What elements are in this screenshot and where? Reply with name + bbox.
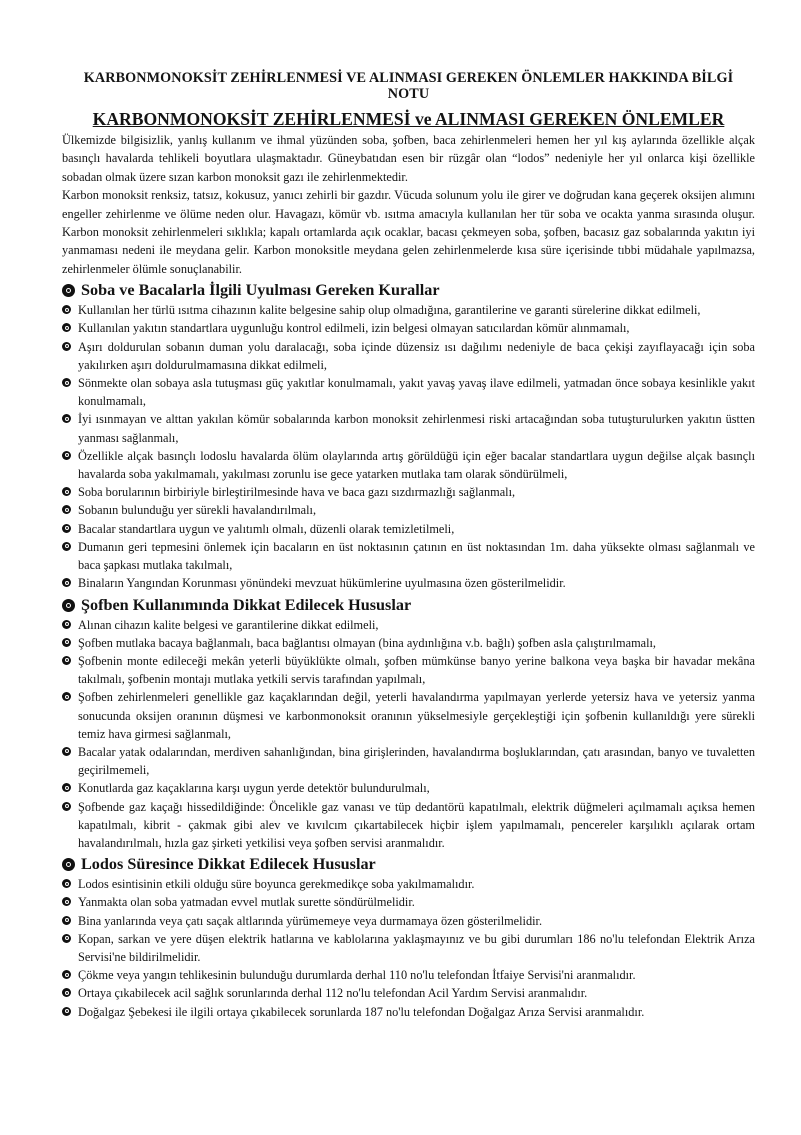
bullet-icon: [62, 342, 71, 351]
list-item-text: Sönmekte olan sobaya asla tutuşması güç yakıtlar konulmamalı, yakıt yavaş yavaş ilave edilmeli, yatmadan önce sobaya kesinlikle yakıt konulmamalı,: [78, 376, 755, 409]
list-item: [62, 688, 755, 743]
list-item-text: Doğalgaz Şebekesi ile ilgili ortaya çıkabilecek sorunlarda 187 no'lu telefondan Doğalgaz Arıza Servisi aranmalıdır.: [78, 1004, 645, 1019]
bullet-icon: [62, 916, 71, 925]
list-item-text: Bina yanlarında veya çatı saçak altlarında yürümemeye veya durmamaya özen gösterilmelidir.: [78, 913, 543, 928]
list-item-text: Kullanılan her türlü ısıtma cihazının kalite belgesine sahip olup olmadığına, garantilerine ve garanti sürelerine dikkat edilmeli,: [78, 303, 701, 318]
section-title-text: Lodos Süresince Dikkat Edilecek Hususlar: [81, 855, 376, 874]
list-item: [62, 447, 755, 483]
list-item: [62, 893, 755, 911]
list-item-text: Bacalar yatak odalarından, merdiven sahanlığından, bina girişlerinden, havalandırma boşluklarından, çatı arasından, banyo ve tuvaletten geçirilmemeli,: [78, 744, 755, 778]
list-item: [62, 501, 755, 519]
section-title-soba: [62, 281, 755, 300]
document-title: KARBONMONOKSİT ZEHİRLENMESİ VE ALINMASI GEREKEN ÖNLEMLER HAKKINDA BİLGİ NOTU: [83, 70, 734, 102]
list-item: [62, 652, 755, 688]
list-item-text: Yanmakta olan soba yatmadan evvel mutlak surette söndürülmelidir.: [78, 895, 415, 910]
bullet-icon: [62, 620, 71, 629]
list-item-text: Kullanılan yakıtın standartlara uygunluğu kontrol edilmeli, izin belgesi olmayan satıcılardan kömür alınmamalı,: [78, 321, 630, 336]
section-title-text: Şofben Kullanımında Dikkat Edilecek Hususlar: [81, 595, 412, 614]
bullet-icon: [62, 692, 71, 701]
bullet-icon: [62, 897, 71, 906]
section-list-lodos: [62, 875, 755, 1021]
bullet-icon: [62, 802, 71, 811]
list-item-text: Alınan cihazın kalite belgesi ve garantilerine dikkat edilmeli,: [78, 617, 379, 632]
bullet-icon: [62, 970, 71, 979]
list-item: [62, 875, 755, 893]
list-item-text: Şofben mutlaka bacaya bağlanmalı, baca bağlantısı olmayan (bina aydınlığına v.b. bağlı) şofben asla çalıştırılmamalı,: [78, 635, 656, 650]
list-item: [62, 966, 755, 984]
bullet-icon: [62, 783, 71, 792]
list-item-text: Ortaya çıkabilecek acil sağlık sorunlarında derhal 112 no'lu telefondan Acil Yardım Servisi aranmalıdır.: [78, 986, 588, 1001]
document-heading: KARBONMONOKSİT ZEHİRLENMESİ ve ALINMASI GEREKEN ÖNLEMLER: [92, 109, 725, 129]
bullet-icon: [62, 879, 71, 888]
list-item-text: Şofben zehirlenmeleri genellikle gaz kaçaklarından değil, yeterli havalandırma yapılmayan yerlerde yetersiz hava ve yetersiz yanma sonucunda oksijen oranının düşmesi ve karbonmonoksit oranının yükselmesiyle gerçekleştiği için şofbenin kullanıldığı yere sürekli temiz hava girmesi sağlanmalı,: [78, 690, 755, 741]
bullet-icon: [62, 578, 71, 587]
list-item-text: Sobanın bulunduğu yer sürekli havalandırılmalı,: [78, 503, 317, 518]
bullet-icon: [62, 505, 71, 514]
list-item-text: Binaların Yangından Korunması yönündeki mevzuat hükümlerine uyulmasına özen gösterilmelidir.: [78, 576, 566, 591]
bullet-icon: [62, 284, 75, 297]
list-item-text: Dumanın geri tepmesini önlemek için bacaların en üst noktasının çatının en üst noktasından 1m. daha yüksekte olması sağlanmalı ve baca şapkası mutlaka takılmalı,: [78, 539, 755, 573]
list-item: [62, 743, 755, 779]
section-title-text: Soba ve Bacalarla İlgili Uyulması Gereken Kurallar: [81, 281, 440, 300]
list-item-text: Şofbenin monte edileceği mekân yeterli büyüklükte olmalı, şofben mümkünse banyo yerine balkona veya başka bir havadar mekâna takılmalı, şofbenin montajı mutlaka yetkili servis tarafından yapılmalı,: [78, 653, 755, 687]
section-list-soba: [62, 301, 755, 592]
list-item: [62, 520, 755, 538]
bullet-icon: [62, 934, 71, 943]
list-item-text: Lodos esintisinin etkili olduğu süre boyunca gerekmedikçe soba yakılmamalıdır.: [78, 877, 475, 892]
list-item-text: Konutlarda gaz kaçaklarına karşı uygun yerde detektör bulundurulmalı,: [78, 781, 430, 796]
list-item: [62, 779, 755, 797]
bullet-icon: [62, 988, 71, 997]
bullet-icon: [62, 747, 71, 756]
list-item: [62, 984, 755, 1002]
section-title-lodos: [62, 855, 755, 874]
bullet-icon: [62, 524, 71, 533]
bullet-icon: [62, 638, 71, 647]
list-item: [62, 483, 755, 501]
list-item: [62, 301, 755, 319]
list-item: [62, 574, 755, 592]
list-item-text: İyi ısınmayan ve alttan yakılan kömür sobalarında karbon monoksit zehirlenmesi riski artacağından soba tutuşturulurken yakıtın üstten yanması sağlanmalı,: [78, 412, 755, 445]
bullet-icon: [62, 1007, 71, 1016]
list-item: [62, 1003, 755, 1021]
bullet-icon: [62, 323, 71, 332]
bullet-icon: [62, 656, 71, 665]
bullet-icon: [62, 451, 71, 460]
list-item: [62, 410, 755, 446]
bullet-icon: [62, 858, 75, 871]
bullet-icon: [62, 599, 75, 612]
list-item-text: Özellikle alçak basınçlı lodoslu havalarda ölüm olaylarında artış görüldüğü için eğer bacalar standartlara uygun değilse alçak basınçlı havalarda soba yakılmamalı, yakılması zorunlu ise gece yatarken mutlaka tam olarak söndürülmeli,: [78, 448, 755, 482]
section-title-sofben: [62, 596, 755, 615]
list-item: [62, 616, 755, 634]
list-item-text: Soba borularının birbiriyle birleştirilmesinde hava ve baca gazı sızdırmazlığı sağlanmalı,: [78, 485, 516, 500]
bullet-icon: [62, 305, 71, 314]
bullet-icon: [62, 378, 71, 387]
list-item: [62, 374, 755, 410]
bullet-icon: [62, 487, 71, 496]
list-item-text: Bacalar standartlara uygun ve yalıtımlı olmalı, düzenli olarak temizletilmeli,: [78, 521, 455, 536]
list-item: [62, 930, 755, 966]
list-item: [62, 538, 755, 574]
list-item: [62, 798, 755, 853]
bullet-icon: [62, 542, 71, 551]
list-item-text: Şofbende gaz kaçağı hissedildiğinde: Öncelikle gaz vanası ve tüp dedantörü kapatılmalı, elektrik düğmeleri açılmamalı açıksa hemen kapatılmalı, kibrit - çakmak gibi alev ve kıvılcım çıkartabilecek hiçbir işlem yapılmamalı, pencereler karşılıklı açılarak ortam havalandırılmalı, hızla gaz şirketi yetkilisi veya şofben servisi aranmalıdır.: [78, 799, 755, 850]
bullet-icon: [62, 414, 71, 423]
list-item: [62, 912, 755, 930]
list-item: [62, 338, 755, 374]
list-item-text: Kopan, sarkan ve yere düşen elektrik hatlarına ve kablolarına yaklaşmayınız ve bu gibi durumları 186 no'lu telefondan Elektrik Arıza Servisi'ne bildirilmelidir.: [78, 931, 755, 964]
list-item-text: Çökme veya yangın tehlikesinin bulunduğu durumlarda derhal 110 no'lu telefondan İtfaiye Servisi'ni aranmalıdır.: [78, 968, 636, 983]
list-item: [62, 634, 755, 652]
intro-paragraph-1: Ülkemizde bilgisizlik, yanlış kullanım ve ihmal yüzünden soba, şofben, baca zehirlenmeleri hemen her yıl kış aylarında özellikle alçak basınçlı havalarda tehlikeli boyutlara ulaşmaktadır. Güneybatıdan esen bir rüzgâr olan “lodos” nedeniyle her yıl onlarca kişi özellikle sobadan olmak üzere sızan karbon monoksit gazı ile zehirlenmektedir.: [62, 133, 755, 184]
list-item-text: Aşırı doldurulan sobanın duman yolu daralacağı, soba içinde düzensiz ısı dağılımı nedeniyle de baca çekişi zayıflayacağı için soba yakılırken aşırı doldurulmamasına dikkat edilmeli,: [78, 339, 755, 372]
list-item: [62, 319, 755, 337]
intro-paragraph-2: Karbon monoksit renksiz, tatsız, kokusuz, yanıcı zehirli bir gazdır. Vücuda solunum yolu ile girer ve doğrudan kana geçerek oksijen alımını engeller zehirlenme ve ölüme neden olur. Havagazı, kömür vb. ısıtma amacıyla kullanılan her tür soba ve ocakta yanma sırasında oluşur. Karbon monoksit zehirlenmeleri sıklıkla; kapalı ortamlarda açık ocaklar, bacası çekmeyen soba, şofben, bacasız gaz sobalarında yakıtın iyi yanmaması nedeni ile meydana gelir. Karbon monoksitle meydana gelen zehirlenmelerde kısa süre içerisinde tıbbi müdahale yapılmazsa, zehirlenmeler ölümle sonuçlanabilir.: [62, 188, 755, 276]
section-list-sofben: [62, 616, 755, 853]
